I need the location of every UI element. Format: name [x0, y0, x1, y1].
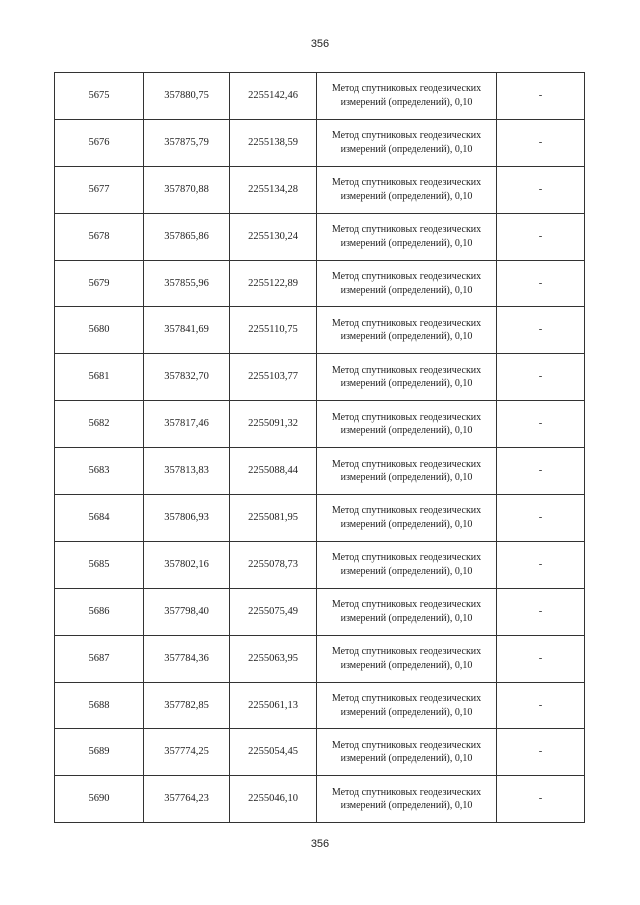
point-id-cell: 5689 [55, 729, 144, 776]
table-row [55, 776, 585, 823]
note-cell: - [497, 682, 585, 729]
point-id-cell: 5685 [55, 541, 144, 588]
note-cell: - [497, 166, 585, 213]
method-cell: Метод спутниковых геодезических измерений (определений), 0,10 [317, 119, 497, 166]
note-cell: - [497, 354, 585, 401]
x-coordinate-cell: 357784,36 [144, 635, 230, 682]
x-coordinate-cell: 357813,83 [144, 448, 230, 495]
note-cell: - [497, 729, 585, 776]
note-cell: - [497, 635, 585, 682]
y-coordinate-cell: 2255046,10 [230, 776, 317, 823]
point-id-cell: 5682 [55, 401, 144, 448]
point-id-cell: 5680 [55, 307, 144, 354]
x-coordinate-cell: 357774,25 [144, 729, 230, 776]
x-coordinate-cell: 357802,16 [144, 541, 230, 588]
table-row [55, 166, 585, 213]
method-cell: Метод спутниковых геодезических измерений (определений), 0,10 [317, 776, 497, 823]
point-id-cell: 5690 [55, 776, 144, 823]
note-cell: - [497, 401, 585, 448]
method-cell: Метод спутниковых геодезических измерений (определений), 0,10 [317, 682, 497, 729]
table-row [55, 729, 585, 776]
table-row [55, 213, 585, 260]
x-coordinate-cell: 357865,86 [144, 213, 230, 260]
table-row [55, 588, 585, 635]
x-coordinate-cell: 357875,79 [144, 119, 230, 166]
x-coordinate-cell: 357817,46 [144, 401, 230, 448]
page-number-bottom: 356 [310, 838, 330, 850]
coordinates-table [54, 72, 585, 823]
y-coordinate-cell: 2255088,44 [230, 448, 317, 495]
y-coordinate-cell: 2255054,45 [230, 729, 317, 776]
method-cell: Метод спутниковых геодезических измерений (определений), 0,10 [317, 541, 497, 588]
note-cell: - [497, 588, 585, 635]
method-cell: Метод спутниковых геодезических измерений (определений), 0,10 [317, 588, 497, 635]
point-id-cell: 5678 [55, 213, 144, 260]
x-coordinate-cell: 357782,85 [144, 682, 230, 729]
table-row [55, 495, 585, 542]
point-id-cell: 5679 [55, 260, 144, 307]
y-coordinate-cell: 2255138,59 [230, 119, 317, 166]
y-coordinate-cell: 2255091,32 [230, 401, 317, 448]
method-cell: Метод спутниковых геодезических измерений (определений), 0,10 [317, 260, 497, 307]
note-cell: - [497, 213, 585, 260]
table-row [55, 119, 585, 166]
y-coordinate-cell: 2255075,49 [230, 588, 317, 635]
coordinates-table-body [55, 73, 585, 823]
y-coordinate-cell: 2255142,46 [230, 73, 317, 120]
x-coordinate-cell: 357832,70 [144, 354, 230, 401]
point-id-cell: 5676 [55, 119, 144, 166]
x-coordinate-cell: 357855,96 [144, 260, 230, 307]
method-cell: Метод спутниковых геодезических измерений (определений), 0,10 [317, 307, 497, 354]
y-coordinate-cell: 2255122,89 [230, 260, 317, 307]
table-row [55, 682, 585, 729]
note-cell: - [497, 776, 585, 823]
table-row [55, 307, 585, 354]
x-coordinate-cell: 357764,23 [144, 776, 230, 823]
method-cell: Метод спутниковых геодезических измерений (определений), 0,10 [317, 401, 497, 448]
note-cell: - [497, 119, 585, 166]
method-cell: Метод спутниковых геодезических измерений (определений), 0,10 [317, 354, 497, 401]
x-coordinate-cell: 357841,69 [144, 307, 230, 354]
y-coordinate-cell: 2255061,13 [230, 682, 317, 729]
page-number-top: 356 [310, 38, 330, 50]
table-row [55, 401, 585, 448]
point-id-cell: 5688 [55, 682, 144, 729]
method-cell: Метод спутниковых геодезических измерений (определений), 0,10 [317, 448, 497, 495]
method-cell: Метод спутниковых геодезических измерений (определений), 0,10 [317, 729, 497, 776]
table-row [55, 448, 585, 495]
table-row [55, 541, 585, 588]
note-cell: - [497, 73, 585, 120]
method-cell: Метод спутниковых геодезических измерений (определений), 0,10 [317, 166, 497, 213]
y-coordinate-cell: 2255103,77 [230, 354, 317, 401]
method-cell: Метод спутниковых геодезических измерений (определений), 0,10 [317, 635, 497, 682]
point-id-cell: 5684 [55, 495, 144, 542]
method-cell: Метод спутниковых геодезических измерений (определений), 0,10 [317, 73, 497, 120]
y-coordinate-cell: 2255110,75 [230, 307, 317, 354]
point-id-cell: 5683 [55, 448, 144, 495]
y-coordinate-cell: 2255130,24 [230, 213, 317, 260]
note-cell: - [497, 541, 585, 588]
point-id-cell: 5686 [55, 588, 144, 635]
note-cell: - [497, 260, 585, 307]
note-cell: - [497, 495, 585, 542]
table-row [55, 635, 585, 682]
note-cell: - [497, 448, 585, 495]
table-row [55, 354, 585, 401]
method-cell: Метод спутниковых геодезических измерений (определений), 0,10 [317, 495, 497, 542]
x-coordinate-cell: 357806,93 [144, 495, 230, 542]
note-cell: - [497, 307, 585, 354]
table-row [55, 260, 585, 307]
x-coordinate-cell: 357798,40 [144, 588, 230, 635]
table-row [55, 73, 585, 120]
point-id-cell: 5681 [55, 354, 144, 401]
point-id-cell: 5687 [55, 635, 144, 682]
point-id-cell: 5675 [55, 73, 144, 120]
x-coordinate-cell: 357870,88 [144, 166, 230, 213]
y-coordinate-cell: 2255078,73 [230, 541, 317, 588]
x-coordinate-cell: 357880,75 [144, 73, 230, 120]
point-id-cell: 5677 [55, 166, 144, 213]
y-coordinate-cell: 2255063,95 [230, 635, 317, 682]
method-cell: Метод спутниковых геодезических измерений (определений), 0,10 [317, 213, 497, 260]
y-coordinate-cell: 2255081,95 [230, 495, 317, 542]
y-coordinate-cell: 2255134,28 [230, 166, 317, 213]
